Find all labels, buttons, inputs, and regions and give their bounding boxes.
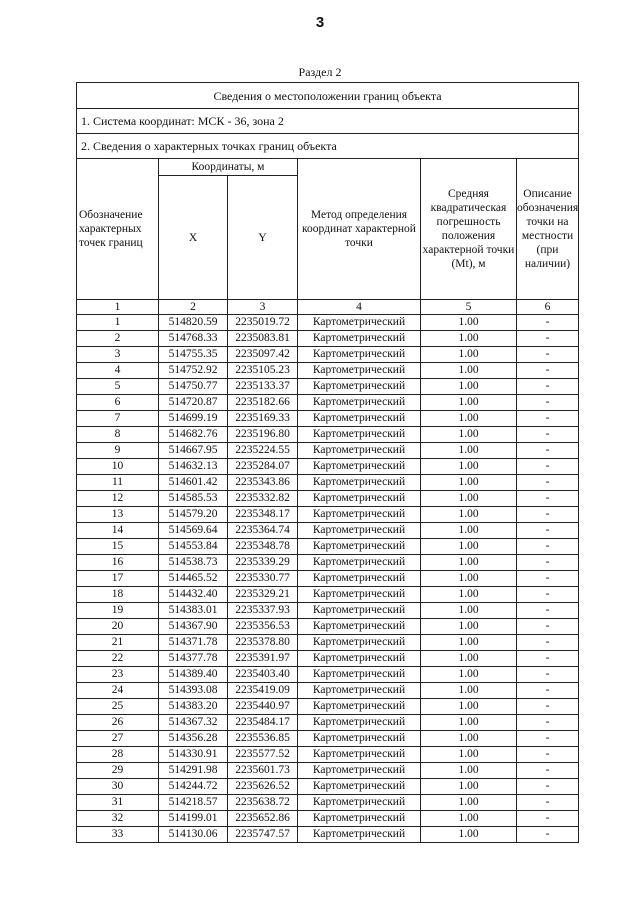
error-cell: 1.00: [421, 555, 517, 571]
table-title: Сведения о местоположении границ объекта: [77, 83, 579, 109]
y-cell: 2235284.07: [228, 459, 298, 475]
point-id-cell: 13: [77, 507, 159, 523]
point-id-cell: 24: [77, 683, 159, 699]
method-cell: Картометрический: [298, 395, 421, 411]
x-cell: 514768.33: [159, 331, 228, 347]
point-id-cell: 30: [77, 779, 159, 795]
method-cell: Картометрический: [298, 539, 421, 555]
method-cell: Картометрический: [298, 603, 421, 619]
table-row: [77, 411, 579, 427]
x-cell: 514432.40: [159, 587, 228, 603]
x-cell: 514383.01: [159, 603, 228, 619]
table-row: [77, 667, 579, 683]
error-cell: 1.00: [421, 651, 517, 667]
point-id-cell: 18: [77, 587, 159, 603]
x-cell: 514389.40: [159, 667, 228, 683]
y-cell: 2235536.85: [228, 731, 298, 747]
point-id-cell: 7: [77, 411, 159, 427]
description-cell: -: [517, 587, 579, 603]
description-cell: -: [517, 731, 579, 747]
y-cell: 2235339.29: [228, 555, 298, 571]
description-cell: -: [517, 363, 579, 379]
x-cell: 514130.06: [159, 827, 228, 843]
point-id-cell: 12: [77, 491, 159, 507]
y-cell: 2235403.40: [228, 667, 298, 683]
description-cell: -: [517, 491, 579, 507]
y-cell: 2235747.57: [228, 827, 298, 843]
point-id-cell: 5: [77, 379, 159, 395]
point-id-cell: 31: [77, 795, 159, 811]
x-cell: 514820.59: [159, 315, 228, 331]
error-cell: 1.00: [421, 827, 517, 843]
error-cell: 1.00: [421, 491, 517, 507]
method-cell: Картометрический: [298, 587, 421, 603]
description-cell: -: [517, 795, 579, 811]
error-cell: 1.00: [421, 635, 517, 651]
point-id-cell: 16: [77, 555, 159, 571]
y-cell: 2235419.09: [228, 683, 298, 699]
description-cell: -: [517, 347, 579, 363]
method-cell: Картометрический: [298, 683, 421, 699]
point-id-cell: 29: [77, 763, 159, 779]
x-cell: 514199.01: [159, 811, 228, 827]
description-cell: -: [517, 475, 579, 491]
error-cell: 1.00: [421, 363, 517, 379]
x-cell: 514750.77: [159, 379, 228, 395]
boundary-points-table: [76, 82, 579, 843]
error-cell: 1.00: [421, 347, 517, 363]
y-cell: 2235332.82: [228, 491, 298, 507]
point-id-cell: 28: [77, 747, 159, 763]
table-row: [77, 603, 579, 619]
header-error: Средняя квадратическая погрешность положения характерной точки (Mt), м: [421, 159, 517, 300]
method-cell: Картометрический: [298, 331, 421, 347]
description-cell: -: [517, 667, 579, 683]
method-cell: Картометрический: [298, 427, 421, 443]
description-cell: -: [517, 827, 579, 843]
description-cell: -: [517, 635, 579, 651]
description-cell: -: [517, 443, 579, 459]
description-cell: -: [517, 651, 579, 667]
x-cell: 514244.72: [159, 779, 228, 795]
y-cell: 2235196.80: [228, 427, 298, 443]
description-cell: -: [517, 603, 579, 619]
method-cell: Картометрический: [298, 619, 421, 635]
method-cell: Картометрический: [298, 443, 421, 459]
method-cell: Картометрический: [298, 747, 421, 763]
table-row: [77, 683, 579, 699]
point-id-cell: 32: [77, 811, 159, 827]
table-row: [77, 331, 579, 347]
y-cell: 2235348.17: [228, 507, 298, 523]
description-cell: -: [517, 315, 579, 331]
error-cell: 1.00: [421, 603, 517, 619]
table-row: [77, 811, 579, 827]
error-cell: 1.00: [421, 427, 517, 443]
table-row: [77, 379, 579, 395]
point-id-cell: 20: [77, 619, 159, 635]
point-id-cell: 8: [77, 427, 159, 443]
y-cell: 2235133.37: [228, 379, 298, 395]
table-row: [77, 507, 579, 523]
x-cell: 514553.84: [159, 539, 228, 555]
description-cell: -: [517, 539, 579, 555]
point-id-cell: 33: [77, 827, 159, 843]
x-cell: 514632.13: [159, 459, 228, 475]
table-row: [77, 523, 579, 539]
description-cell: -: [517, 459, 579, 475]
y-cell: 2235169.33: [228, 411, 298, 427]
method-cell: Картометрический: [298, 763, 421, 779]
point-id-cell: 25: [77, 699, 159, 715]
method-cell: Картометрический: [298, 491, 421, 507]
x-cell: 514393.08: [159, 683, 228, 699]
column-number: 4: [298, 300, 421, 315]
x-cell: 514752.92: [159, 363, 228, 379]
table-row: [77, 587, 579, 603]
x-cell: 514755.35: [159, 347, 228, 363]
error-cell: 1.00: [421, 315, 517, 331]
table-row: [77, 363, 579, 379]
error-cell: 1.00: [421, 331, 517, 347]
table-row: [77, 763, 579, 779]
method-cell: Картометрический: [298, 523, 421, 539]
x-cell: 514367.90: [159, 619, 228, 635]
header-method: Метод определения координат характерной точки: [298, 159, 421, 300]
error-cell: 1.00: [421, 715, 517, 731]
table-row: [77, 347, 579, 363]
error-cell: 1.00: [421, 795, 517, 811]
x-cell: 514682.76: [159, 427, 228, 443]
error-cell: 1.00: [421, 475, 517, 491]
point-id-cell: 9: [77, 443, 159, 459]
table-row: [77, 747, 579, 763]
table-row: [77, 443, 579, 459]
x-cell: 514667.95: [159, 443, 228, 459]
method-cell: Картометрический: [298, 363, 421, 379]
description-cell: -: [517, 523, 579, 539]
column-number: 2: [159, 300, 228, 315]
point-id-cell: 1: [77, 315, 159, 331]
error-cell: 1.00: [421, 523, 517, 539]
error-cell: 1.00: [421, 747, 517, 763]
y-cell: 2235577.52: [228, 747, 298, 763]
table-row: [77, 715, 579, 731]
description-cell: -: [517, 395, 579, 411]
y-cell: 2235626.52: [228, 779, 298, 795]
y-cell: 2235337.93: [228, 603, 298, 619]
y-cell: 2235356.53: [228, 619, 298, 635]
x-cell: 514218.57: [159, 795, 228, 811]
y-cell: 2235329.21: [228, 587, 298, 603]
error-cell: 1.00: [421, 811, 517, 827]
y-cell: 2235105.23: [228, 363, 298, 379]
error-cell: 1.00: [421, 683, 517, 699]
table-row: [77, 731, 579, 747]
y-cell: 2235601.73: [228, 763, 298, 779]
y-cell: 2235391.97: [228, 651, 298, 667]
point-id-cell: 3: [77, 347, 159, 363]
description-cell: -: [517, 571, 579, 587]
x-cell: 514465.52: [159, 571, 228, 587]
method-cell: Картометрический: [298, 347, 421, 363]
method-cell: Картометрический: [298, 715, 421, 731]
x-cell: 514720.87: [159, 395, 228, 411]
header-coordinates: Координаты, м: [159, 159, 298, 176]
method-cell: Картометрический: [298, 315, 421, 331]
point-id-cell: 2: [77, 331, 159, 347]
description-cell: -: [517, 811, 579, 827]
y-cell: 2235348.78: [228, 539, 298, 555]
y-cell: 2235019.72: [228, 315, 298, 331]
x-cell: 514367.32: [159, 715, 228, 731]
y-cell: 2235378.80: [228, 635, 298, 651]
error-cell: 1.00: [421, 571, 517, 587]
description-cell: -: [517, 779, 579, 795]
table-row: [77, 651, 579, 667]
point-id-cell: 11: [77, 475, 159, 491]
x-cell: 514579.20: [159, 507, 228, 523]
y-cell: 2235484.17: [228, 715, 298, 731]
header-designation: Обозначение характерных точек границ: [77, 159, 159, 300]
x-cell: 514330.91: [159, 747, 228, 763]
method-cell: Картометрический: [298, 507, 421, 523]
method-cell: Картометрический: [298, 555, 421, 571]
table-row: [77, 699, 579, 715]
table-row: [77, 491, 579, 507]
x-cell: 514377.78: [159, 651, 228, 667]
method-cell: Картометрический: [298, 571, 421, 587]
method-cell: Картометрический: [298, 475, 421, 491]
table-row: [77, 555, 579, 571]
error-cell: 1.00: [421, 619, 517, 635]
error-cell: 1.00: [421, 443, 517, 459]
error-cell: 1.00: [421, 763, 517, 779]
table-row: [77, 827, 579, 843]
column-number: 5: [421, 300, 517, 315]
description-cell: -: [517, 683, 579, 699]
error-cell: 1.00: [421, 411, 517, 427]
method-cell: Картометрический: [298, 795, 421, 811]
description-cell: -: [517, 747, 579, 763]
description-cell: -: [517, 699, 579, 715]
error-cell: 1.00: [421, 699, 517, 715]
error-cell: 1.00: [421, 459, 517, 475]
y-cell: 2235364.74: [228, 523, 298, 539]
point-id-cell: 4: [77, 363, 159, 379]
method-cell: Картометрический: [298, 411, 421, 427]
coordinate-system: 1. Система координат: МСК - 36, зона 2: [77, 109, 579, 134]
method-cell: Картометрический: [298, 779, 421, 795]
x-cell: 514699.19: [159, 411, 228, 427]
x-cell: 514371.78: [159, 635, 228, 651]
y-cell: 2235224.55: [228, 443, 298, 459]
column-number: 3: [228, 300, 298, 315]
description-cell: -: [517, 555, 579, 571]
y-cell: 2235638.72: [228, 795, 298, 811]
description-cell: -: [517, 715, 579, 731]
table-row: [77, 427, 579, 443]
y-cell: 2235440.97: [228, 699, 298, 715]
table-row: [77, 635, 579, 651]
description-cell: -: [517, 619, 579, 635]
y-cell: 2235182.66: [228, 395, 298, 411]
y-cell: 2235083.81: [228, 331, 298, 347]
x-cell: 514356.28: [159, 731, 228, 747]
error-cell: 1.00: [421, 667, 517, 683]
table-row: [77, 539, 579, 555]
header-x: X: [159, 176, 228, 300]
point-id-cell: 26: [77, 715, 159, 731]
method-cell: Картометрический: [298, 667, 421, 683]
method-cell: Картометрический: [298, 379, 421, 395]
error-cell: 1.00: [421, 587, 517, 603]
method-cell: Картометрический: [298, 827, 421, 843]
table-row: [77, 475, 579, 491]
point-id-cell: 6: [77, 395, 159, 411]
point-id-cell: 23: [77, 667, 159, 683]
y-cell: 2235330.77: [228, 571, 298, 587]
method-cell: Картометрический: [298, 651, 421, 667]
column-number: 6: [517, 300, 579, 315]
x-cell: 514291.98: [159, 763, 228, 779]
table-row: [77, 395, 579, 411]
description-cell: -: [517, 331, 579, 347]
point-id-cell: 21: [77, 635, 159, 651]
error-cell: 1.00: [421, 395, 517, 411]
error-cell: 1.00: [421, 779, 517, 795]
y-cell: 2235343.86: [228, 475, 298, 491]
x-cell: 514538.73: [159, 555, 228, 571]
column-number: 1: [77, 300, 159, 315]
header-description: Описание обозначения точки на местности (при наличии): [517, 159, 579, 300]
point-id-cell: 17: [77, 571, 159, 587]
method-cell: Картометрический: [298, 731, 421, 747]
y-cell: 2235652.86: [228, 811, 298, 827]
header-y: Y: [228, 176, 298, 300]
table-row: [77, 315, 579, 331]
x-cell: 514601.42: [159, 475, 228, 491]
method-cell: Картометрический: [298, 635, 421, 651]
table-row: [77, 571, 579, 587]
point-id-cell: 27: [77, 731, 159, 747]
description-cell: -: [517, 763, 579, 779]
x-cell: 514585.53: [159, 491, 228, 507]
table-body: [77, 315, 579, 843]
table-row: [77, 779, 579, 795]
method-cell: Картометрический: [298, 811, 421, 827]
description-cell: -: [517, 427, 579, 443]
x-cell: 514569.64: [159, 523, 228, 539]
table-row: [77, 459, 579, 475]
point-id-cell: 22: [77, 651, 159, 667]
error-cell: 1.00: [421, 379, 517, 395]
error-cell: 1.00: [421, 731, 517, 747]
points-heading: 2. Сведения о характерных точках границ объекта: [77, 134, 579, 159]
x-cell: 514383.20: [159, 699, 228, 715]
page-number: 3: [315, 14, 325, 31]
description-cell: -: [517, 411, 579, 427]
error-cell: 1.00: [421, 507, 517, 523]
description-cell: -: [517, 379, 579, 395]
y-cell: 2235097.42: [228, 347, 298, 363]
error-cell: 1.00: [421, 539, 517, 555]
point-id-cell: 15: [77, 539, 159, 555]
point-id-cell: 10: [77, 459, 159, 475]
section-title: Раздел 2: [298, 65, 342, 79]
description-cell: -: [517, 507, 579, 523]
table-row: [77, 795, 579, 811]
point-id-cell: 19: [77, 603, 159, 619]
method-cell: Картометрический: [298, 459, 421, 475]
method-cell: Картометрический: [298, 699, 421, 715]
point-id-cell: 14: [77, 523, 159, 539]
table-row: [77, 619, 579, 635]
